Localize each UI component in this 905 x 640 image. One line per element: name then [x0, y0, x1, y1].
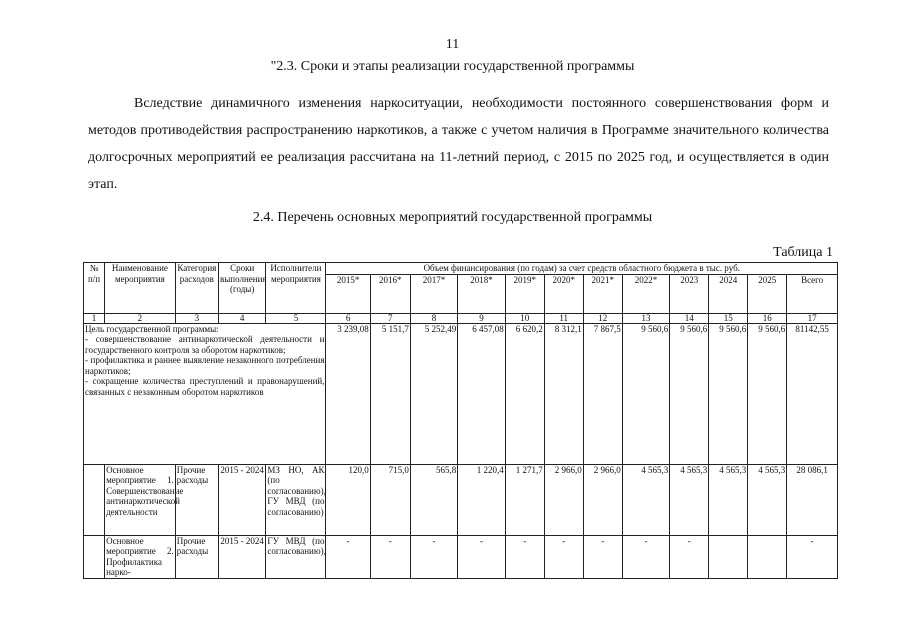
column-number-12: 13 [622, 313, 669, 323]
event2-name: Основное мероприятие 2. Профилактика нарко- [106, 535, 174, 577]
event1-value-0: 120,0 [326, 464, 370, 535]
header-year-0: 2015* [326, 274, 370, 313]
column-number-4: 5 [266, 313, 326, 323]
column-number-2: 3 [175, 313, 218, 323]
header-year-9: 2024 [709, 274, 748, 313]
header-category: Категория расходов [175, 263, 218, 314]
event2-value-3: - [458, 535, 505, 578]
column-number-1: 2 [105, 313, 176, 323]
event1-name: Основное мероприятие 1. Совершенствование антинаркотической деятельности [105, 464, 176, 535]
event1-value-6: 2 966,0 [583, 464, 622, 535]
event1-value-8: 4 565,3 [670, 464, 709, 535]
header-year-2: 2017* [410, 274, 457, 313]
goal-value-6: 7 867,5 [583, 323, 622, 464]
table-caption: Таблица 1 [773, 245, 833, 260]
event2-value-1: - [370, 535, 410, 578]
event2-category: Прочие расходы [175, 535, 218, 578]
goal-value-5: 8 312,1 [544, 323, 583, 464]
header-year-10: 2025 [748, 274, 787, 313]
column-number-9: 10 [505, 313, 544, 323]
column-number-15: 16 [748, 313, 787, 323]
goal-value-3: 6 457,08 [458, 323, 505, 464]
column-number-11: 12 [583, 313, 622, 323]
subsection-title: 2.4. Перечень основных мероприятий государственной программы [252, 210, 653, 225]
column-number-7: 8 [410, 313, 457, 323]
header-name: Наименование мероприятия [105, 263, 176, 314]
event2-value-6: - [583, 535, 622, 578]
header-term: Сроки выполнения (годы) [218, 263, 265, 314]
goal-value-4: 6 620,2 [505, 323, 544, 464]
column-number-6: 7 [370, 313, 410, 323]
event1-num [84, 464, 105, 535]
page-number: 11 [445, 37, 460, 52]
event2-value-5: - [544, 535, 583, 578]
goal-text: Цель государственной программы: - совершенствование антинаркотической деятельности и государственного контроля за оборотом наркотиков; - профилактика и раннее выявление незаконного потребления наркотиков; - сокращение количества преступлений и правонарушений, связанных с незаконным оборотом наркотиков [84, 323, 326, 464]
event1-term: 2015 - 2024 [218, 464, 265, 535]
event1-value-11: 28 086,1 [787, 464, 838, 535]
header-funding: Объем финансирования (по годам) за счет средств областного бюджета в тыс. руб. [326, 263, 838, 275]
goal-value-11: 81142,55 [787, 323, 838, 464]
column-number-16: 17 [787, 313, 838, 323]
event1-value-2: 565,8 [410, 464, 457, 535]
event1-value-3: 1 220,4 [458, 464, 505, 535]
event2-value-4: - [505, 535, 544, 578]
event1-value-10: 4 565,3 [748, 464, 787, 535]
goal-value-9: 9 560,6 [709, 323, 748, 464]
event2-value-9 [709, 535, 748, 578]
header-year-11: Всего [787, 274, 838, 313]
program-events-table [83, 262, 838, 579]
column-number-5: 6 [326, 313, 370, 323]
goal-value-7: 9 560,6 [622, 323, 669, 464]
header-year-5: 2020* [544, 274, 583, 313]
header-year-3: 2018* [458, 274, 505, 313]
header-executors: Исполнители мероприятия [266, 263, 326, 314]
event1-executors: МЗ НО, АК (по согласованию), ГУ МВД (по согласованию) [266, 464, 326, 535]
body-paragraph: Вследствие динамичного изменения наркоситуации, необходимости постоянного совершенствования форм и методов противодействия распространению наркотиков, а также с учетом наличия в Программе значительного количества долгосрочных мероприятий ее реализация рассчитана на 11-летний период, с 2015 по 2025 год, и осуществляется в один этап. [88, 96, 829, 192]
event2-executors: ГУ МВД (по согласованию), [266, 535, 326, 578]
goal-value-2: 5 252,49 [410, 323, 457, 464]
column-number-8: 9 [458, 313, 505, 323]
event1-category: Прочие расходы [175, 464, 218, 535]
goal-value-1: 5 151,7 [370, 323, 410, 464]
header-year-8: 2023 [670, 274, 709, 313]
goal-value-8: 9 560,6 [670, 323, 709, 464]
goal-value-0: 3 239,08 [326, 323, 370, 464]
header-year-1: 2016* [370, 274, 410, 313]
column-number-0: 1 [84, 313, 105, 323]
event2-value-7: - [622, 535, 669, 578]
event2-value-11: - [787, 535, 838, 578]
event1-value-7: 4 565,3 [622, 464, 669, 535]
event2-value-8: - [670, 535, 709, 578]
event2-value-2: - [410, 535, 457, 578]
event2-value-10 [748, 535, 787, 578]
event1-value-9: 4 565,3 [709, 464, 748, 535]
event2-value-0: - [326, 535, 370, 578]
event2-term: 2015 - 2024 [218, 535, 265, 578]
header-year-4: 2019* [505, 274, 544, 313]
event1-value-5: 2 966,0 [544, 464, 583, 535]
event1-value-1: 715,0 [370, 464, 410, 535]
header-num: № п/п [84, 263, 105, 314]
column-number-3: 4 [218, 313, 265, 323]
section-title: "2.3. Сроки и этапы реализации государственной программы [270, 59, 635, 74]
event2-num [84, 535, 105, 578]
event1-value-4: 1 271,7 [505, 464, 544, 535]
header-year-6: 2021* [583, 274, 622, 313]
goal-value-10: 9 560,6 [748, 323, 787, 464]
column-number-10: 11 [544, 313, 583, 323]
header-year-7: 2022* [622, 274, 669, 313]
column-number-13: 14 [670, 313, 709, 323]
column-number-14: 15 [709, 313, 748, 323]
